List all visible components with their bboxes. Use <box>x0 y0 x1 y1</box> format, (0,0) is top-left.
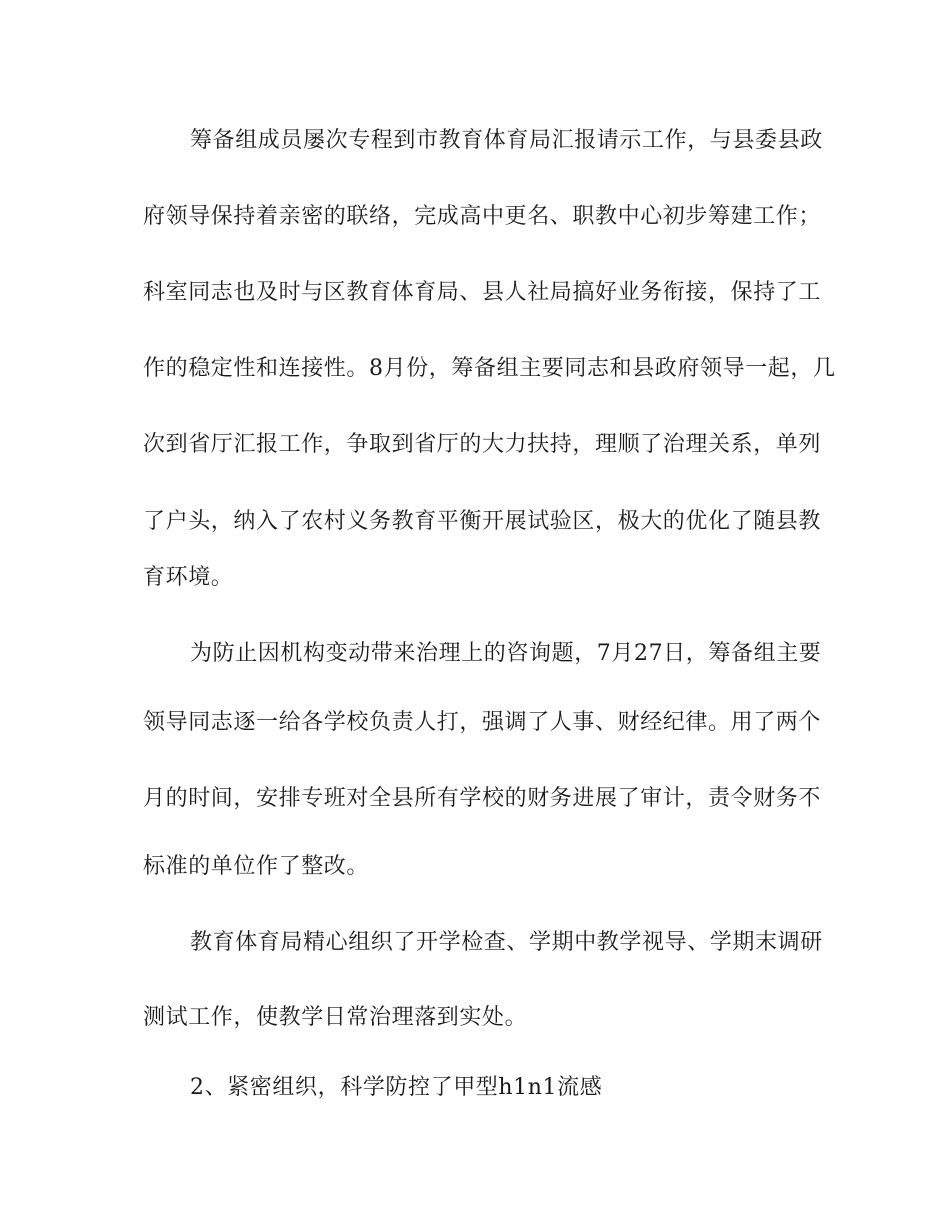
paragraph-2-line-2: 领导同志逐一给各学校负责人打，强调了人事、财经纪律。用了两个 <box>143 710 822 735</box>
paragraph-1-line-6: 了户头，纳入了农村义务教育平衡开展试验区，极大的优化了随县教 <box>143 509 822 534</box>
paragraph-2-line-1: 为防止因机构变动带来治理上的咨询题，7月27日，筹备组主要 <box>190 641 822 666</box>
paragraph-1-line-7: 育环境。 <box>143 565 234 590</box>
section-heading-2: 2、紧密组织，科学防控了甲型h1n1流感 <box>190 1075 603 1100</box>
paragraph-3-line-1: 教育体育局精心组织了开学检查、学期中教学视导、学期末调研 <box>190 930 823 955</box>
paragraph-1-line-4: 作的稳定性和连接性。8月份，筹备组主要同志和县政府领导一起，几 <box>143 356 836 381</box>
paragraph-1-line-3: 科室同志也及时与区教育体育局、县人社局搞好业务衔接，保持了工 <box>143 280 822 305</box>
paragraph-1-line-1: 筹备组成员屡次专程到市教育体育局汇报请示工作，与县委县政 <box>190 128 823 153</box>
paragraph-1-line-2: 府领导保持着亲密的联络，完成高中更名、职教中心初步筹建工作； <box>143 204 822 229</box>
paragraph-1-line-5: 次到省厅汇报工作，争取到省厅的大力扶持，理顺了治理关系，单列 <box>143 432 822 457</box>
paragraph-2-line-4: 标准的单位作了整改。 <box>143 854 370 879</box>
paragraph-3-line-2: 测试工作，使教学日常治理落到实处。 <box>143 1005 528 1030</box>
paragraph-2-line-3: 月的时间，安排专班对全县所有学校的财务进展了审计，责令财务不 <box>143 786 822 811</box>
